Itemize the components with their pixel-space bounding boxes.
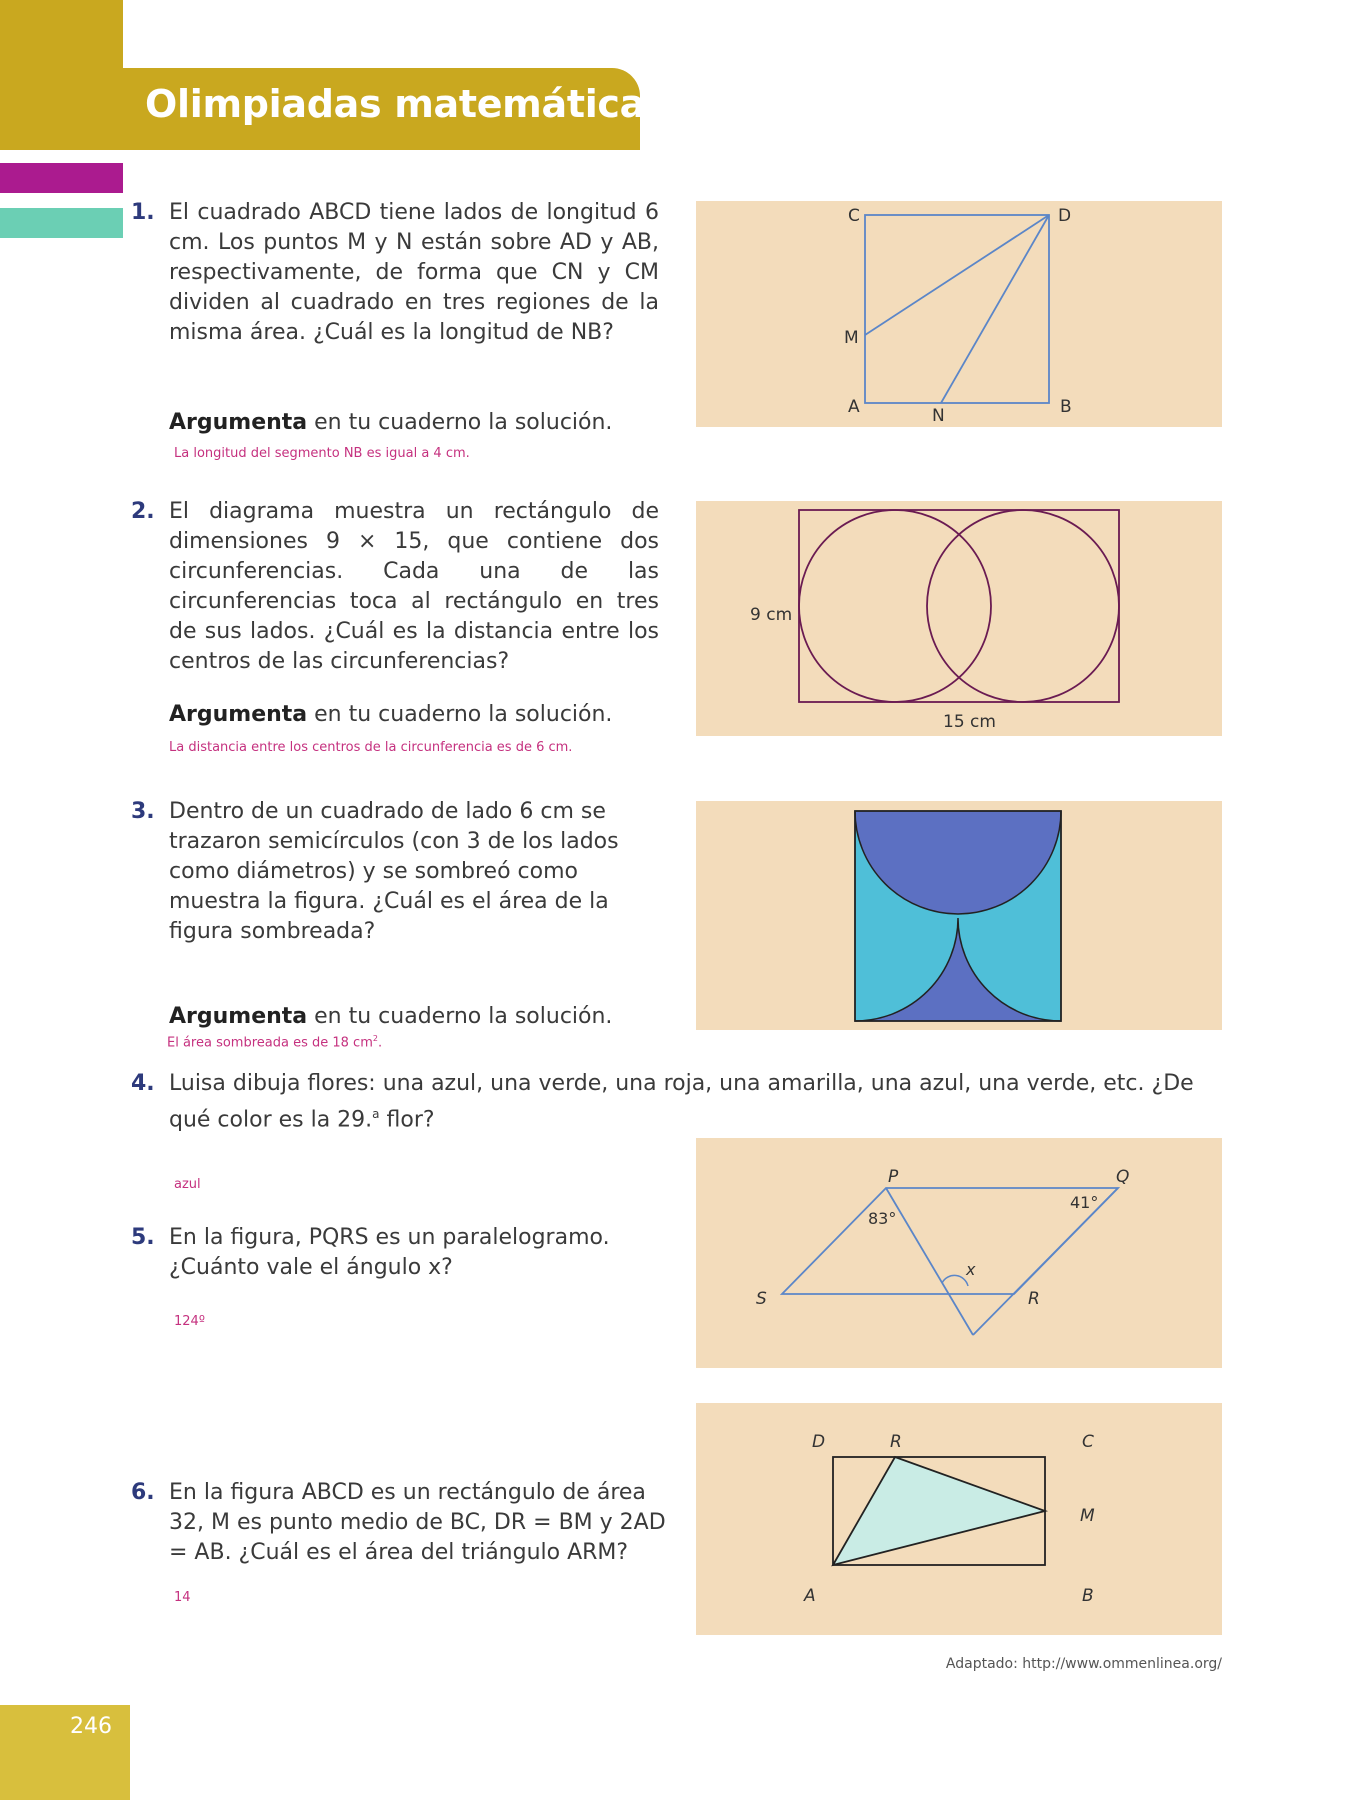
rectangle-9x15 <box>799 510 1119 702</box>
argue-rest: en tu cuaderno la solución. <box>307 410 613 435</box>
label-r: R <box>1028 1289 1040 1309</box>
parallelogram-pqrs <box>782 1188 1118 1294</box>
square-semicircles-diagram <box>696 801 1222 1030</box>
argue-bold: Argumenta <box>169 410 308 435</box>
question-1-argue <box>169 410 612 435</box>
question-3-figure <box>696 801 1222 1030</box>
question-2-text: El diagrama muestra un rectángulo de dimensiones 9 × 15, que contiene dos circunferencias. Cada una de las circunferencias toca al rectángulo en tres de sus lados. ¿Cuál es la distancia entre los centros de las circunferencias? <box>169 499 659 674</box>
argue-rest: en tu cuaderno la solución. <box>307 702 613 727</box>
label-b: B <box>1060 397 1072 417</box>
angle-x-arc <box>942 1275 968 1286</box>
question-3-argue <box>169 1004 612 1029</box>
question-4-text-after: flor? <box>379 1107 435 1133</box>
rectangle-arm-diagram <box>696 1403 1222 1635</box>
label-a: A <box>848 397 860 417</box>
question-2-number: 2. <box>131 499 155 524</box>
question-3-number: 3. <box>131 799 155 824</box>
question-4-answer: azul <box>174 1177 201 1192</box>
label-angle-p: 83° <box>868 1209 897 1228</box>
label-m: M <box>1080 1506 1095 1526</box>
magenta-accent-band <box>0 163 123 193</box>
square-abcd-diagram <box>696 201 1222 427</box>
label-q: Q <box>1116 1167 1130 1187</box>
label-c: C <box>1082 1432 1094 1452</box>
question-5-text: En la figura, PQRS es un paralelogramo. ¿Cuánto vale el ángulo x? <box>169 1225 610 1280</box>
question-5-figure <box>696 1138 1222 1368</box>
question-6-number: 6. <box>131 1480 155 1505</box>
label-x: x <box>966 1260 976 1279</box>
label-d: D <box>812 1432 826 1452</box>
label-b: B <box>1082 1586 1094 1606</box>
header-left-band <box>0 0 123 150</box>
segment-dm <box>865 215 1049 335</box>
question-5-answer: 124º <box>174 1314 205 1329</box>
teal-accent-band <box>0 208 123 238</box>
argue-rest: en tu cuaderno la solución. <box>307 1004 613 1029</box>
label-d: D <box>1058 206 1072 226</box>
argue-bold: Argumenta <box>169 1004 308 1029</box>
question-1-figure <box>696 201 1222 427</box>
answer-text: El área sombreada es de 18 cm <box>167 1035 373 1051</box>
label-m: M <box>844 328 859 348</box>
question-1-number: 1. <box>131 200 155 225</box>
label-s: S <box>756 1289 767 1309</box>
page-number: 246 <box>70 1714 112 1739</box>
question-4-text-before: Luisa dibuja flores: una azul, una verde, una roja, una amarilla, una azul, una verde, etc. ¿De qué color es la 29. <box>169 1071 1194 1133</box>
answer-superscript: 2 <box>372 1034 378 1043</box>
rectangle-circles-diagram <box>696 501 1222 736</box>
parallelogram-pqrs-diagram <box>696 1138 1222 1368</box>
page-title: Olimpiadas matemáticas <box>145 82 668 126</box>
source-credit: Adaptado: http://www.ommenlinea.org/ <box>945 1656 1222 1672</box>
label-n: N <box>932 406 945 426</box>
circle-right <box>927 510 1119 702</box>
question-1-answer: La longitud del segmento NB es igual a 4 cm. <box>174 446 470 461</box>
argue-bold: Argumenta <box>169 702 308 727</box>
question-6-text: En la figura ABCD es un rectángulo de área 32, M es punto medio de BC, DR = BM y 2AD = AB. ¿Cuál es el área del triángulo ARM? <box>169 1480 666 1565</box>
label-p: P <box>888 1167 899 1187</box>
question-4-superscript: a <box>372 1107 380 1121</box>
label-c: C <box>848 206 860 226</box>
question-4-text <box>169 1069 1229 1135</box>
label-angle-q: 41° <box>1070 1193 1099 1212</box>
question-2-figure <box>696 501 1222 736</box>
label-r: R <box>890 1432 902 1452</box>
question-1-text: El cuadrado ABCD tiene lados de longitud 6 cm. Los puntos M y N están sobre AD y AB, respectivamente, de forma que CN y CM dividen al cuadrado en tres regiones de la misma área. ¿Cuál es la longitud de NB? <box>169 200 659 345</box>
question-3-answer <box>167 1034 382 1050</box>
triangle-arm <box>833 1457 1045 1565</box>
answer-end: . <box>377 1035 383 1051</box>
question-2-argue <box>169 702 612 727</box>
question-6-answer: 14 <box>174 1590 191 1605</box>
label-a: A <box>804 1586 816 1606</box>
label-height: 9 cm <box>750 605 793 625</box>
segment-from-p <box>886 1188 973 1335</box>
question-2-answer: La distancia entre los centros de la circunferencia es de 6 cm. <box>169 740 573 755</box>
question-5-number: 5. <box>131 1225 155 1250</box>
segment-dn <box>941 215 1049 403</box>
circle-left <box>799 510 991 702</box>
question-4-number: 4. <box>131 1071 155 1096</box>
question-3-text: Dentro de un cuadrado de lado 6 cm se trazaron semicírculos (con 3 de los lados como diámetros) y se sombreó como muestra la figura. ¿Cuál es el área de la figura sombreada? <box>169 799 619 944</box>
label-width: 15 cm <box>943 712 996 732</box>
question-6-figure <box>696 1403 1222 1635</box>
